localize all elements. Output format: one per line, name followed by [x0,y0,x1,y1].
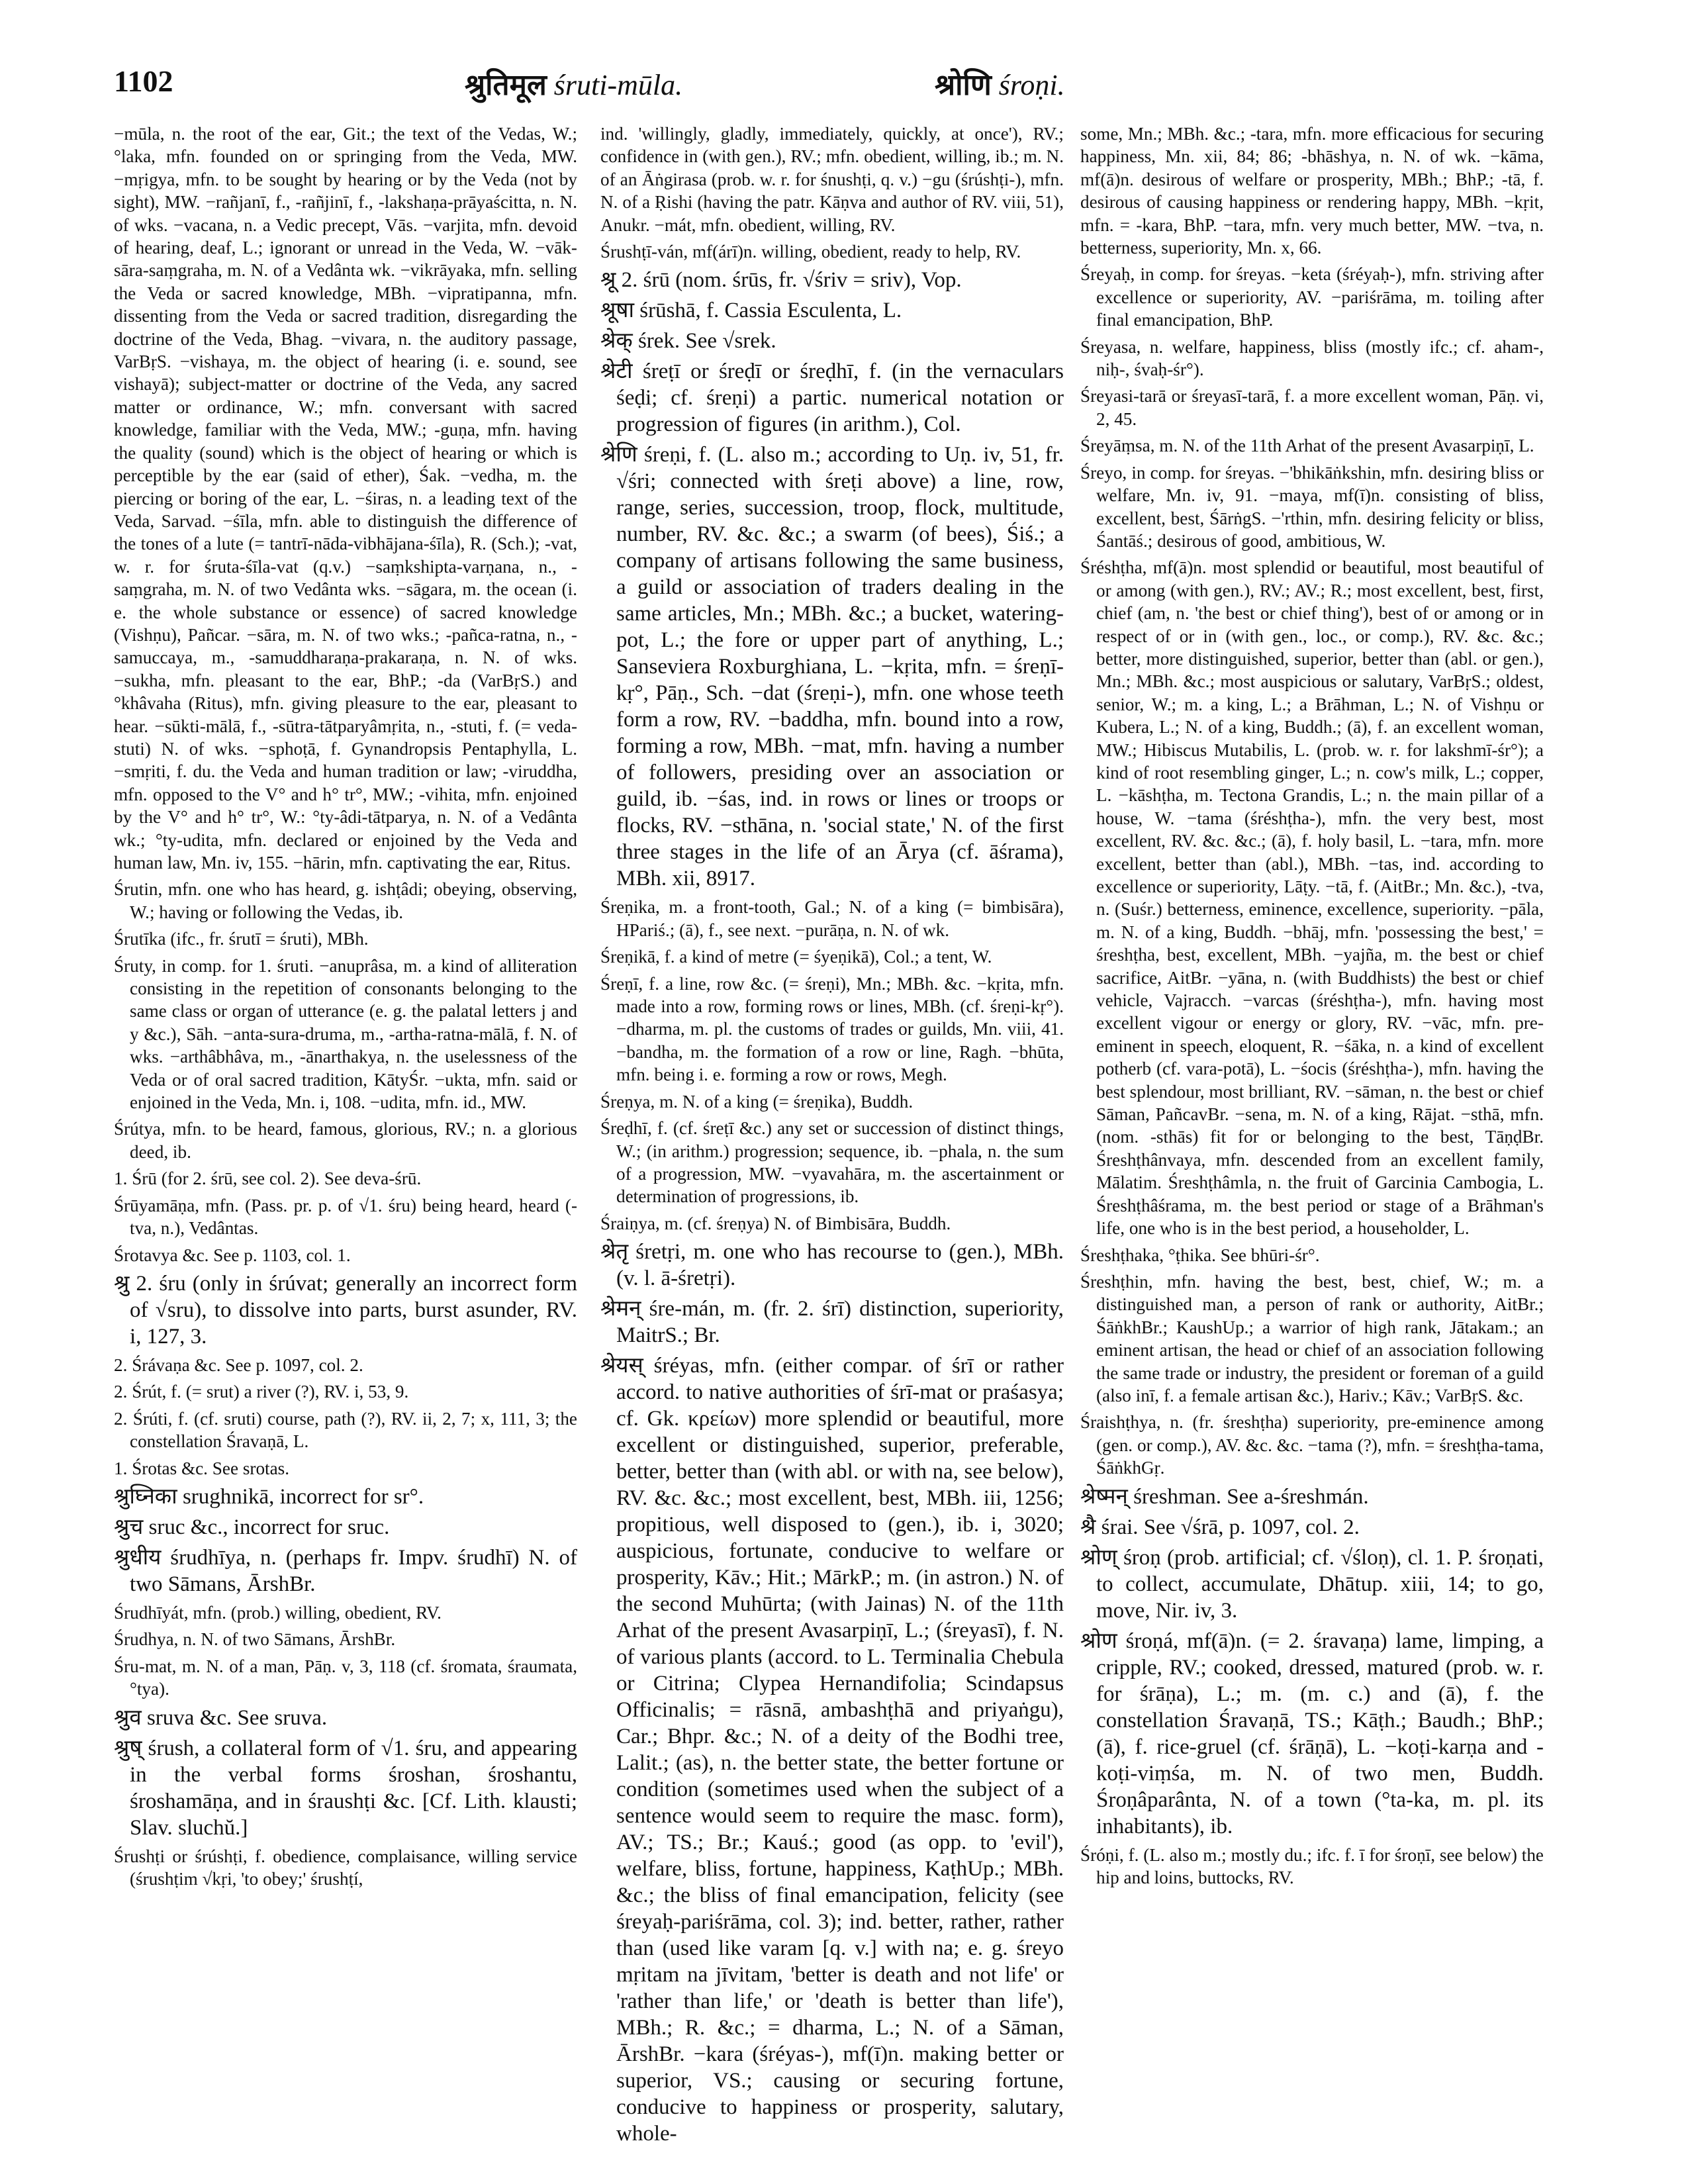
dictionary-entry: श्रुच sruc &c., incorrect for sruc. [114,1515,390,1539]
dictionary-entry: 1. Śrū (for 2. śrū, see col. 2). See deva-śrū. [114,1168,422,1189]
dictionary-entry: श्रेतृ śretṛi, m. one who has recourse to (gen.), MBh. (v. l. ā-śretṛi). [600,1240,1064,1291]
dictionary-entry: श्रुष् śrush, a collateral form of √1. śru, and appearing in the verbal forms śroshan, śroshantu, śroshamāṇa, and in śraushṭi &c. [Cf. Lith. klausti; Slav. sluchŭ.] [114,1736,577,1840]
dictionary-entry: Śreyāṃsa, m. N. of the 11th Arhat of the present Avasarpiṇī, L. [1080,436,1534,456]
dictionary-entry: श्रुव sruva &c. See sruva. [114,1705,328,1730]
dictionary-entry: श्रोण śroṇá, mf(ā)n. (= 2. śravaṇa) lame, limping, a cripple, RV.; cooked, dressed, matured (prob. w. r. for śrāṇa), L.; m. (m. c.) and (ā), f. the constellation Śravaṇā, TS.; Kāṭh.; Baudh.; BhP.; (ā), f. rice-gruel (cf. śrāṇā), L. −koṭi-karṇa and -koṭi-viṃśa, m. N. of two men, Buddh. Śroṇâparânta, N. of a town (°ta-ka, m. pl. its inhabitants), ib. [1080,1629,1544,1838]
dictionary-entry: Śreshṭhin, mfn. having the best, best, chief, W.; m. a distinguished man, a person of rank or authority, AitBr.; ŚāṅkhBr.; KaushUp.; a warrior of high rank, Jātakam.; an eminent artisan, the head or chief of an association following the same trade or industry, the president or foreman of a guild (also inī, f. a female artisan &c.), Hariv.; Kāv.; VarBṛS. &c. [1080,1271,1544,1405]
right-head-roman: śroṇi. [998,69,1065,101]
dictionary-entry: Śreyasi-tarā or śreyasī-tarā, f. a more excellent woman, Pāṇ. vi, 2, 45. [1080,386,1544,429]
dictionary-entry: Śreshṭhaka, °ṭhika. See bhūri-śr°. [1080,1245,1320,1265]
dictionary-entry: Śróṇi, f. (L. also m.; mostly du.; ifc. f. ī for śroṇī, see below) the hip and loins, buttocks, RV. [1080,1844,1544,1887]
dictionary-entry: Śruty, in comp. for 1. śruti. −anuprâsa, m. a kind of alliteration consisting in the repetition of consonants belonging to the same class or organ of utterance (e. g. the palatal letters j and y &c.), Sāh. −anta-sura-druma, m., -artha-ratna-mālā, f. N. of wks. −arthâbhâva, m., -ānarthakya, n. the uselessness of the Veda or of oral sacred tradition, KātyŚr. −ukta, mfn. said or enjoined in the Veda, Mn. i, 108. −udita, mfn. id., MW. [114,955,577,1113]
right-head-devanagari: श्रोणि [935,69,992,101]
dictionary-entry: श्रोण् śroṇ (prob. artificial; cf. √śloṇ), cl. 1. P. śroṇati, to collect, accumulate, Dhātup. xiii, 14; to go, move, Nir. iv, 3. [1080,1545,1544,1623]
dictionary-entry: Śrudhīyát, mfn. (prob.) willing, obedient, RV. [114,1602,442,1623]
dictionary-entry: Śrotavya &c. See p. 1103, col. 1. [114,1245,351,1265]
dictionary-entry: Śreṇya, m. N. of a king (= śreṇika), Buddh. [600,1091,913,1112]
dictionary-entry: 2. Śrúti, f. (cf. sruti) course, path (?), RV. ii, 2, 7; x, 111, 3; the constellation Śravaṇā, L. [114,1408,577,1452]
dictionary-entry: Śrutin, mfn. one who has heard, g. ishṭâdi; obeying, observing, W.; having or following the Vedas, ib. [114,879,577,922]
dictionary-entry: Śrushṭī-ván, mf(árī)n. willing, obedient, ready to help, RV. [600,242,1021,262]
dictionary-entry: Śreyaḥ, in comp. for śreyas. −keta (śréyaḥ-), mfn. striving after excellence or superiority, AV. −pariśrāma, m. toiling after final emancipation, BhP. [1080,264,1544,330]
dictionary-entry: Śrutīka (ifc., fr. śrutī = śruti), MBh. [114,929,369,949]
dictionary-entry: 2. Śrút, f. (= srut) a river (?), RV. i, 53, 9. [114,1382,409,1402]
dictionary-entry: Śreyasa, n. welfare, happiness, bliss (mostly ifc.; cf. aham-, niḥ-, śvaḥ-śr°). [1080,336,1544,380]
dictionary-entry: 2. Śrávaṇa &c. See p. 1097, col. 2. [114,1354,363,1375]
column-2 [600,122,1064,2161]
dictionary-entry: श्रेक् śrek. See √srek. [600,329,776,354]
dictionary-entry: Śrushṭi or śrúshṭi, f. obedience, complaisance, willing service (śrushṭim √kṛi, 'to obey;' śrushṭí, [114,1846,577,1889]
dictionary-entry: some, Mn.; MBh. &c.; -tara, mfn. more efficacious for securing happiness, Mn. xii, 84; 86; -bhāshya, n. N. of wk. −kāma, mf(ā)n. desirous of welfare or prosperity, MBh.; BhP.; -tā, f. desirous of causing happiness or rendering happy, MBh. −kṛit, mfn. = -kara, BhP. −tara, mfn. very much better, MW. −tva, n. betterness, superiority, Mn. x, 66. [1080,124,1544,258]
dictionary-entry: Śru-mat, m. N. of a man, Pāṇ. v, 3, 118 (cf. śromata, śraumata, °tya). [114,1656,577,1699]
dictionary-entry: श्रेटी śreṭī or śreḍī or śreḍhī, f. (in the vernaculars śeḍi; cf. śreṇi) a partic. numerical notation or progression of figures (in arithm.), Col. [600,359,1064,437]
dictionary-entry: श्रेष्मन् śreshman. See a-śreshmán. [1080,1484,1369,1509]
dictionary-entry: Śraiṇya, m. (cf. śreṇya) N. of Bimbisāra, Buddh. [600,1213,951,1233]
column-1 [114,122,577,2161]
left-running-head [465,64,682,103]
dictionary-entry: Śreṇika, m. a front-tooth, Gal.; N. of a king (= bimbisāra), HPariś.; (ā), f., see next. −purāṇa, n. N. of wk. [600,897,1064,940]
dictionary-entry: −mūla, n. the root of the ear, Git.; the text of the Vedas, W.; °laka, mfn. founded on or springing from the Veda, MW. −mṛigya, mfn. to be sought by hearing or by the Veda (not by sight), MW. −rañjanī, f., -rañjinī, f., -lakshaṇa-prāyaścitta, n. N. of wks. −vacana, n. a Vedic precept, Vās. −varjita, mfn. devoid of hearing, deaf, L.; ignorant or unread in the Veda, W. −vāk-sāra-saṃgraha, m. N. of a Vedânta wk. −vikrāyaka, mfn. selling the Veda or sacred knowledge, MBh. −vipratipanna, mfn. dissenting from the Veda or sacred tradition, disregarding the doctrine of the Veda, Bhag. −vivara, n. the auditory passage, VarBṛS. −vishaya, m. the object of hearing (i. e. sound, see vishayā); subject-matter or doctrine of the Veda, any sacred matter or ordinance, W.; mfn. conversant with sacred knowledge, familiar with the Veda, MW.; -guṇa, mfn. having the quality (sound) which is the object of hearing or which is perceptible by the ear (said of ether), Śak. −vedha, m. the piercing or boring of the ear, L. −śiras, n. a leading text of the Veda, Sarvad. −śīla, mfn. able to distinguish the difference of the tones of a lute (= tantrī-nāda-vibhājana-śīla), R. (Sch.); -vat, w. r. for śruta-śīla-vat (q.v.) −saṃkshipta-varṇana, n., -saṃgraha, m. N. of two Vedânta wks. −sāgara, m. the ocean (i. e. the whole substance or essence) of sacred knowledge (Vishṇu), Pañcar. −sāra, m. N. of two wks.; -pañca-ratna, n., -samuccaya, m., -samuddharaṇa-prakaraṇa, n. N. of wks. −sukha, mfn. pleasant to the ear, BhP.; -da (VarBṛS.) and °khâvaha (Ritus), mfn. giving pleasure to the ear, pleasant to hear. −sūkti-mālā, f., -sūtra-tātparyâmṛita, n., -stuti, f. (= veda-stuti) N. of wks. −sphoṭā, f. Gynandropsis Pentaphylla, L. −smṛiti, f. du. the Veda and human tradition or law; -viruddha, mfn. opposed to the V° and h° tr°, MW.; -vihita, mfn. enjoined by the V° and h° tr°, W.: °ty-âdi-tātparya, n. N. of a Vedânta wk.; °ty-udita, mfn. declared or enjoined by the Veda and human law, Mn. iv, 155. −hārin, mfn. captivating the ear, Ritus. [114,124,577,873]
dictionary-entry: श्रेमन् śre-mán, m. (fr. 2. śrī) distinction, superiority, MaitrS.; Br. [600,1297,1064,1348]
right-running-head [935,64,1065,103]
column-3 [1080,122,1544,2161]
dictionary-entry: Śrūyamāṇa, mfn. (Pass. pr. p. of √1. śru) being heard, heard (-tva, n.), Vedântas. [114,1195,577,1239]
dictionary-entry: 1. Śrotas &c. See srotas. [114,1458,290,1478]
dictionary-entry: श्रेयस् śréyas, mfn. (either compar. of śrī or rather accord. to native authorities of śrī-mat or praśasya; cf. Gk. κρείων) more splendid or beautiful, more excellent or distinguished, superior, preferable, better, better than (with abl. or with na, see below), RV. &c. &c.; most excellent, best, MBh. iii, 1256; propitious, well disposed to (gen.), ib. i, 3020; auspicious, fortunate, conducive to welfare or prosperity, Kāv.; Hit.; MārkP.; m. (in astron.) N. of the second Muhūrta; (with Jainas) N. of the 11th Arhat of the present Avasarpiṇī, L.; (śreyasī), f. N. of various plants (accord. to L. Terminalia Chebula or Citrina; Clypea Hernandifolia; Scindapsus Officinalis; = rāsnā, ambashṭhā and priyaṅgu), Car.; Bhpr. &c.; N. of a deity of the Bodhi tree, Lalit.; (as), n. the better state, the better fortune or condition (sometimes used when the subject of a sentence would seem to require the masc. form), AV.; TS.; Br.; Kauś.; good (as opp. to 'evil'), welfare, bliss, fortune, happiness, KaṭhUp.; MBh. &c.; the bliss of final emancipation, felicity (see śreyaḥ-pariśrāma, col. 3); ind. better, rather, rather than (used like varam [q. v.] with na; e. g. śreyo mṛitam na jīvitam, 'better is death and not life' or 'rather than life,' or 'death is better than life'), MBh.; R. &c.; = dharma, L.; N. of a Sāman, ĀrshBr. −kara (śréyas-), mf(ī)n. making better or superior, VS.; causing or securing fortune, conducive to happiness or prosperity, salutary, whole- [600,1354,1064,2146]
dictionary-entry: श्रेणि śreṇi, f. (L. also m.; according to Uṇ. iv, 51, fr. √śri; connected with śreṭi above) a line, row, range, series, succession, troop, flock, multitude, number, RV. &c. &c.; a swarm (of bees), Śiś.; a company of artisans following the same business, a guild or association of traders dealing in the same articles, Mn.; MBh. &c.; a bucket, watering-pot, L.; the fore or upper part of anything, L.; Sanseviera Roxburghiana, L. −kṛita, mfn. = śreṇī-kṛ°, Pāṇ., Sch. −dat (śreṇi-), mfn. one whose teeth form a row, RV. −baddha, mfn. bound into a row, forming a row, MBh. −mat, mfn. having a number of followers, presiding over an association or guild, ib. −śas, ind. in rows or lines or troops or flocks, RV. −sthāna, n. 'social state,' N. of the first three stages in the life of an Ārya (cf. āśrama), MBh. xii, 8917. [600,443,1064,891]
dictionary-entry: Śrútya, mfn. to be heard, famous, glorious, RV.; n. a glorious deed, ib. [114,1119,577,1162]
left-head-roman: śruti-mūla. [553,69,683,101]
dictionary-entry: Śrudhya, n. N. of two Sāmans, ĀrshBr. [114,1629,396,1650]
dictionary-entry: ind. 'willingly, gladly, immediately, quickly, at once'), RV.; confidence in (with gen.), RV.; mfn. obedient, willing, ib.; m. N. of an Āṅgirasa (prob. w. r. for śnushṭi, q. v.) −gu (śrúshṭi-), mfn. N. of a Ṛishi (having the patr. Kāṇva and author of RV. viii, 51), Anukr. −mát, mfn. obedient, willing, RV. [600,124,1064,235]
page-header [114,64,1590,117]
dictionary-entry: Śreṇī, f. a line, row &c. (= śreṇi), Mn.; MBh. &c. −kṛita, mfn. made into a row, forming rows or lines, MBh. (cf. śreṇi-kṛ°). −dharma, m. pl. the customs of trades or guilds, Mn. viii, 41. −bandha, m. the formation of a row or line, Ragh. −bhūta, mfn. being i. e. forming a row or rows, Megh. [600,973,1064,1085]
dictionary-entry: श्रुधीय śrudhīya, n. (perhaps fr. Impv. śrudhī) N. of two Sāmans, ĀrshBr. [114,1545,577,1596]
dictionary-entry: Śreṇikā, f. a kind of metre (= śyeṇikā), Col.; a tent, W. [600,947,992,967]
dictionary-entry: Śréshṭha, mf(ā)n. most splendid or beautiful, most beautiful of or among (with gen.), RV.; AV.; R.; most excellent, best, first, chief (am, n. 'the best or chief thing'), best of or among or in respect of or in (with gen., loc., or comp.), RV. &c. &c.; better, more distinguished, superior, better than (abl. or gen.), Mn.; MBh. &c.; most auspicious or salutary, VarBṛS.; oldest, senior, W.; m. a king, L.; a Brāhman, L.; N. of Vishṇu or Kubera, L.; N. of a king, Buddh.; (ā), f. an excellent woman, MW.; Hibiscus Mutabilis, L. (prob. w. r. for lakshmī-śr°); a kind of root resembling ginger, L.; n. cow's milk, L.; copper, L. −kāshṭha, m. Tectona Grandis, L.; n. the main pillar of a house, W. −tama (śréshṭha-), mfn. the very best, most excellent, RV. &c. &c.; (ā), f. holy basil, L. −tara, mfn. more excellent, better than (abl.), MBh. −tas, ind. according to excellence or superiority, Lāṭy. −tā, f. (AitBr.; Mn. &c.), -tva, n. (Suśr.) betterness, eminence, excellence, superiority. −pāla, m. N. of a king, Buddh. −bhāj, mfn. 'possessing the best,' = śreshṭha, best, excellent, MBh. −yajña, m. the best or chief sacrifice, AitBr. −yāna, n. (with Buddhists) the best or chief vehicle, Vajracch. −varcas (śréshṭha-), mfn. having most excellent vigour or energy or glory, RV. −vāc, mfn. pre-eminent in speech, eloquent, R. −śāka, n. a kind of excellent potherb (cf. vara-potā), L. −śocis (śréshṭha-), mfn. having the best splendour, most brilliant, RV. −sāman, n. the best or chief Sāman, PañcavBr. −sena, m. N. of a king, Rājat. −sthā, mfn. (nom. -sthās) fit for or belonging to the best, TāṇḍBr. Śreshṭhânvaya, mfn. descended from an excellent family, Mālatim. Śreshṭhâmla, n. the fruit of Garcinia Cambogia, L. Śreshṭhâśrama, m. the best period or stage of a Brāhman's life, one who is in the best period, a householder, L. [1080,557,1544,1239]
dictionary-entry: श्रुघ्निका srughnikā, incorrect for sr°. [114,1484,424,1509]
dictionary-entry: श्रूषा śrūshā, f. Cassia Esculenta, L. [600,299,902,323]
dictionary-entry: Śreḍhī, f. (cf. śreṭī &c.) any set or succession of distinct things, W.; (in arithm.) progression; sequence, ib. −phala, n. the sum of a progression, MW. −vyavahāra, m. the ascertainment or determination of progressions, ib. [600,1118,1064,1207]
left-head-devanagari: श्रुतिमूल [465,69,547,101]
dictionary-entry: श्रू 2. śrū (nom. śrūs, fr. √śriv = sriv), Vop. [600,268,962,293]
dictionary-entry: श्रु 2. śru (only in śrúvat; generally an incorrect form of √sru), to dissolve into parts, burst asunder, RV. i, 127, 3. [114,1271,577,1349]
dictionary-entry: श्रै śrai. See √śrā, p. 1097, col. 2. [1080,1515,1360,1539]
dictionary-entry: Śreyo, in comp. for śreyas. −'bhikāṅkshin, mfn. desiring bliss or welfare, Mn. iv, 91. −maya, mf(ī)n. consisting of bliss, excellent, best, ŚārṅgS. −'rthin, mfn. desiring felicity or bliss, Śantāś.; desirous of good, ambitious, W. [1080,462,1544,551]
page-number: 1102 [114,64,173,98]
dictionary-entry: Śraishṭhya, n. (fr. śreshṭha) superiority, pre-eminence among (gen. or comp.), AV. &c. &c. −tama (?), mfn. = śreshṭha-tama, ŚāṅkhGṛ. [1080,1412,1544,1478]
